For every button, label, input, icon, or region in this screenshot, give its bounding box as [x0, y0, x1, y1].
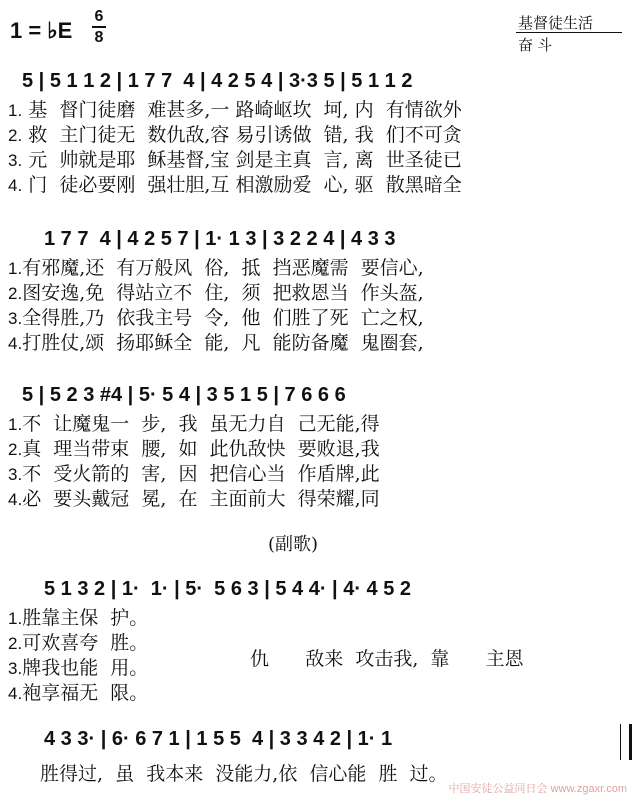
- lyric-line: 4.打胜仗,颂 扬耶稣全 能, 凡 能防备魔 鬼圈套,: [8, 332, 424, 354]
- credit-divider: [516, 32, 622, 33]
- lyric-line: 4.必 要头戴冠 冕, 在 主面前大 得荣耀,同: [8, 488, 380, 510]
- lyric-line: 2.可欢喜夸 胜。: [8, 632, 149, 654]
- lyric-line: 2. 救 主门徒无 数仇敌,容 易引诱做 错, 我 们不可贪: [8, 124, 462, 146]
- lyrics-block-4: [8, 606, 148, 706]
- notation-line-4: 5 1 3 2 | 1· 1· | 5· 5 6 3 | 5 4 4· | 4· 4 5 2: [44, 578, 412, 600]
- lyric-line: 3.不 受火箭的 害, 因 把信心当 作盾牌,此: [8, 463, 380, 485]
- notation-line-5: 4 3 3· | 6· 6 7 1 | 1 5 5 4 | 3 3 4 2 | 1· 1: [44, 728, 393, 750]
- lyrics-block-3: [8, 412, 380, 512]
- time-top: 6: [94, 8, 104, 25]
- time-bar: [92, 26, 106, 28]
- time-bottom: 8: [94, 29, 104, 46]
- song-category: 基督徒生活: [518, 15, 594, 32]
- final-barline: [620, 724, 632, 760]
- key-signature: 1 = ♭E: [10, 18, 73, 43]
- refrain-lyric: 仇 敌来 攻击我, 靠 主恩: [250, 648, 524, 670]
- lyric-line: 3.全得胜,乃 依我主号 令, 他 们胜了死 亡之权,: [8, 307, 424, 329]
- lyric-line: 1.不 让魔鬼一 步, 我 虽无力自 己无能,得: [8, 413, 380, 435]
- watermark: 中国安徒公益同日会 www.zgaxr.com: [448, 783, 627, 795]
- lyric-line: 4.袍享福无 限。: [8, 682, 149, 704]
- lyric-line: 4. 门 徒必要刚 强壮胆,互 相激励爱 心, 驱 散黑暗全: [8, 174, 462, 196]
- notation-line-2: 1 7 7 4 | 4 2 5 7 | 1· 1 3 | 3 2 2 4 | 4 3 3: [44, 228, 396, 250]
- notation-line-3: 5 | 5 2 3 #4 | 5· 5 4 | 3 5 1 5 | 7 6 6 6: [22, 384, 346, 406]
- song-title: 奋 斗: [518, 37, 553, 54]
- lyrics-block-2: [8, 256, 424, 356]
- lyric-line: 1.有邪魔,还 有万般风 俗, 抵 挡恶魔需 要信心,: [8, 257, 424, 279]
- time-signature: [92, 8, 106, 46]
- lyric-line: 2.图安逸,免 得站立不 住, 须 把救恩当 作头盔,: [8, 282, 424, 304]
- lyric-line: 1.胜靠主保 护。: [8, 607, 149, 629]
- lyrics-block-1: [8, 98, 462, 198]
- lyric-line: 3.牌我也能 用。: [8, 657, 149, 679]
- lyric-line: 3. 元 帅就是耶 稣基督,宝 剑是主真 言, 离 世圣徒已: [8, 149, 462, 171]
- notation-line-1: 5 | 5 1 1 2 | 1 7 7 4 | 4 2 5 4 | 3·3 5 | 5 1 1 2: [22, 70, 413, 92]
- chorus-label: (副歌): [268, 534, 319, 555]
- lyric-line: 1. 基 督门徒磨 难甚多,一 路崎岖坎 坷, 内 有情欲外: [8, 99, 462, 121]
- lyric-line: 2.真 理当带束 腰, 如 此仇敌快 要败退,我: [8, 438, 380, 460]
- lyric-line-final: 胜得过, 虽 我本来 没能力,依 信心能 胜 过。: [40, 763, 448, 785]
